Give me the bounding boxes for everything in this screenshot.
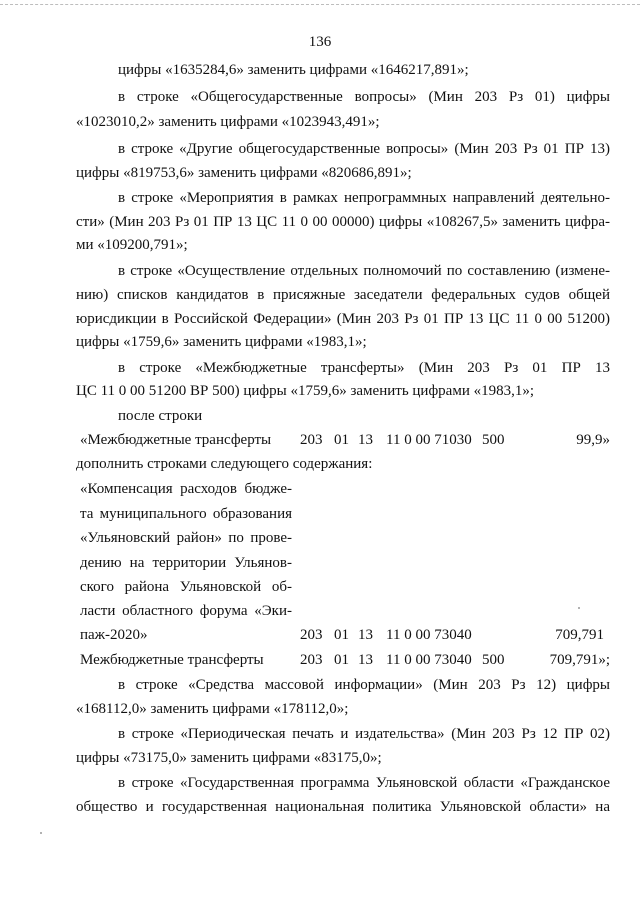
row-name: «Межбюджетные трансферты — [80, 432, 272, 448]
text-line: «1023010,2» заменить цифрами «1023943,491»; — [76, 114, 380, 130]
text-line: в строке «Осуществление отдельных полномочий по составлению (измене- — [118, 263, 610, 279]
col-value: 99,9» — [576, 432, 610, 448]
col-rz: 01 — [334, 627, 349, 643]
text-line: в строке «Периодическая печать и издательства» (Мин 203 Рз 12 ПР 02) — [118, 726, 610, 742]
row-name-line: ского района Ульяновской об- — [80, 579, 292, 595]
row-name-line: ласти областного форума «Эки- — [80, 603, 292, 619]
col-value: 709,791 — [555, 627, 604, 643]
text-line: в строке «Мероприятия в рамках непрограммных направлений деятельно- — [118, 190, 610, 206]
text-line: в строке «Общегосударственные вопросы» (Мин 203 Рз 01) цифры — [118, 89, 610, 105]
text-line: цифры «1635284,6» заменить цифрами «1646217,891»; — [118, 62, 469, 78]
text-line: юрисдикции в Российской Федерации» (Мин 203 Рз 01 ПР 13 ЦС 11 0 00 51200) — [76, 311, 610, 327]
text-line: ЦС 11 0 00 51200 ВР 500) цифры «1759,6» заменить цифрами «1983,1»; — [76, 383, 535, 399]
text-line: в строке «Другие общегосударственные вопросы» (Мин 203 Рз 01 ПР 13) — [118, 141, 610, 157]
scan-speck — [578, 607, 580, 609]
col-rz: 01 — [334, 432, 349, 448]
row-name: Межбюджетные трансферты — [80, 652, 264, 668]
row-name-line: «Компенсация расходов бюдже- — [80, 481, 292, 497]
col-cs: 11 0 00 71030 — [386, 432, 472, 448]
col-cs: 11 0 00 73040 — [386, 627, 472, 643]
text-line: цифры «819753,6» заменить цифрами «820686,891»; — [76, 165, 412, 181]
text-line: в строке «Государственная программа Ульяновской области «Гражданское — [118, 775, 610, 791]
text-line: общество и государственная национальная политика Ульяновской области» на — [76, 799, 610, 815]
text-line: цифры «1759,6» заменить цифрами «1983,1»; — [76, 334, 367, 350]
col-pr: 13 — [358, 652, 373, 668]
col-vr: 500 — [482, 432, 505, 448]
row-name-line: та муниципального образования — [80, 506, 292, 522]
col-cs: 11 0 00 73040 — [386, 652, 472, 668]
col-pr: 13 — [358, 432, 373, 448]
scan-top-edge — [0, 4, 640, 9]
text-line: после строки — [118, 408, 203, 424]
col-min: 203 — [300, 627, 323, 643]
row-name-line: «Ульяновский район» по прове- — [80, 530, 292, 546]
text-line: цифры «73175,0» заменить цифрами «83175,0»; — [76, 750, 382, 766]
col-pr: 13 — [358, 627, 373, 643]
row-name-line: дению на территории Ульянов- — [80, 555, 292, 571]
col-min: 203 — [300, 652, 323, 668]
col-min: 203 — [300, 432, 323, 448]
text-line: «168112,0» заменить цифрами «178112,0»; — [76, 701, 349, 717]
page-number: 136 — [308, 34, 332, 50]
col-value: 709,791»; — [549, 652, 610, 668]
text-line: дополнить строками следующего содержания: — [76, 456, 373, 472]
text-line: ми «109200,791»; — [76, 237, 188, 253]
text-line: в строке «Средства массовой информации» (Мин 203 Рз 12) цифры — [118, 677, 610, 693]
col-vr: 500 — [482, 652, 505, 668]
text-line: нию) списков кандидатов в присяжные заседатели федеральных судов общей — [76, 287, 610, 303]
col-rz: 01 — [334, 652, 349, 668]
text-line: в строке «Межбюджетные трансферты» (Мин 203 Рз 01 ПР 13 — [118, 360, 610, 376]
row-name-line: паж-2020» — [80, 627, 148, 643]
scan-speck — [40, 832, 42, 834]
text-line: сти» (Мин 203 Рз 01 ПР 13 ЦС 11 0 00 00000) цифры «108267,5» заменить цифра- — [76, 214, 610, 230]
